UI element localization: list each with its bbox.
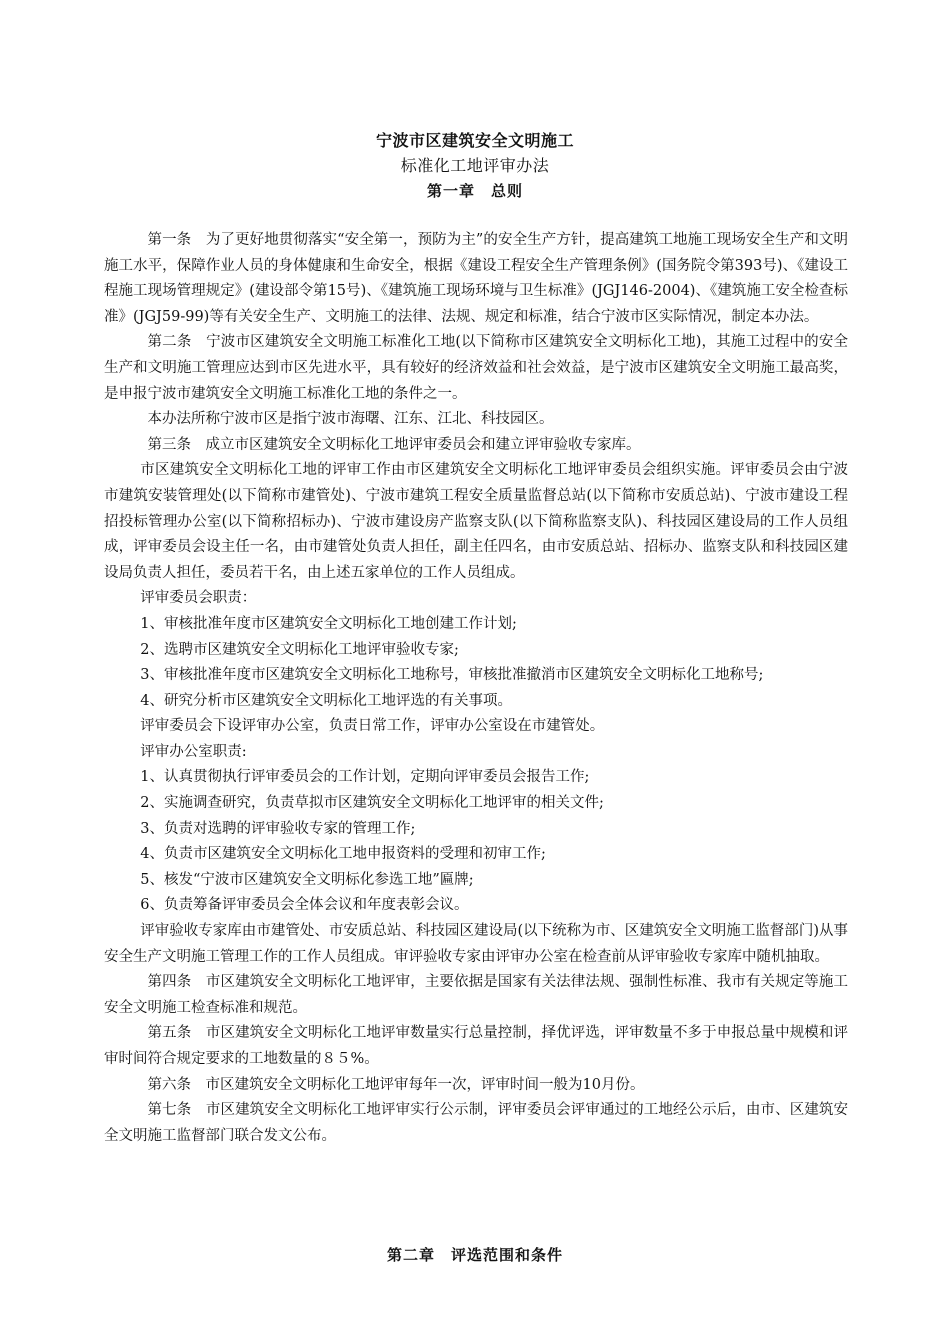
committee-paragraph: 市区建筑安全文明标化工地的评审工作由市区建筑安全文明标化工地评审委员会组织实施。评审委员会由宁波市建筑安装管理处(以下简称市建管处)、宁波市建筑工程安全质量监督总站(以下简称市安质总站)、宁波市建设工程招投标管理办公室(以下简称招标办)、宁波市建设房产监察支队(以下简称监察支队)、科技园区建设局的工作人员组成，评审委员会设主任一名，由市建管处负责人担任，副主任四名，由市安质总站、招标办、监察支队和科技园区建设局负责人担任，委员若干名，由上述五家单位的工作人员组成。	[104, 462, 848, 581]
committee-duty-1: 1、审核批准年度市区建筑安全文明标化工地创建工作计划;	[140, 615, 517, 632]
document-title-line1: 宁波市区建筑安全文明施工	[375, 131, 574, 150]
article-1: 第一条 为了更好地贯彻落实“安全第一，预防为主”的安全生产方针，提高建筑工地施工现场安全生产和文明施工水平，保障作业人员的身体健康和生命安全，根据《建设工程安全生产管理条例》(国务院令第393号)、《建设工程施工现场管理规定》(建设部令第15号)、《建筑施工现场环境与卫生标准》(JGJ146-2004)、《建筑施工安全检查标准》(JGJ59-99)等有关安全生产、文明施工的法律、法规、规定和标准，结合宁波市区实际情况，制定本办法。	[104, 232, 848, 325]
chapter-two-heading: 第二章 评选范围和条件	[386, 1246, 563, 1264]
article-5: 第五条 市区建筑安全文明标化工地评审数量实行总量控制，择优评选，评审数量不多于申报总量中规模和评审时间符合规定要求的工地数量的８５%。	[104, 1025, 848, 1067]
committee-duty-2: 2、选聘市区建筑安全文明标化工地评审验收专家;	[140, 641, 459, 658]
article-4: 第四条 市区建筑安全文明标化工地评审，主要依据是国家有关法律法规、强制性标准、我市有关规定等施工安全文明施工检查标准和规范。	[104, 974, 848, 1016]
office-duty-5: 5、核发“宁波市区建筑安全文明标化参选工地”匾牌;	[140, 871, 474, 888]
committee-duty-4: 4、研究分析市区建筑安全文明标化工地评选的有关事项。	[140, 692, 512, 709]
office-duty-6: 6、负责筹备评审委员会全体会议和年度表彰会议。	[140, 897, 469, 914]
article-6: 第六条 市区建筑安全文明标化工地评审每年一次，评审时间一般为10月份。	[147, 1076, 645, 1093]
scope-note: 本办法所称宁波市区是指宁波市海曙、江东、江北、科技园区。	[147, 411, 554, 428]
title-block	[0, 128, 950, 204]
committee-duty-3: 3、审核批准年度市区建筑安全文明标化工地称号，审核批准撤消市区建筑安全文明标化工地称号;	[140, 667, 764, 684]
document-title-line2: 标准化工地评审办法	[400, 156, 550, 175]
expert-pool-paragraph: 评审验收专家库由市建管处、市安质总站、科技园区建设局(以下统称为市、区建筑安全文明施工监督部门)从事安全生产文明施工管理工作的工作人员组成。审评验收专家由评审办公室在检查前从评审验收专家库中随机抽取。	[104, 923, 848, 965]
article-3: 第三条 成立市区建筑安全文明标化工地评审委员会和建立评审验收专家库。	[147, 436, 641, 453]
office-duty-1: 1、认真贯彻执行评审委员会的工作计划，定期向评审委员会报告工作;	[140, 769, 590, 786]
chapter-one-heading: 第一章 总则	[426, 182, 523, 200]
office-paragraph: 评审委员会下设评审办公室，负责日常工作，评审办公室设在市建管处。	[140, 718, 605, 735]
committee-duties-heading: 评审委员会职责：	[140, 590, 257, 607]
article-2: 第二条 宁波市区建筑安全文明施工标准化工地(以下简称市区建筑安全文明标化工地)，其施工过程中的安全生产和文明施工管理应达到市区先进水平，具有较好的经济效益和社会效益，是宁波市区建筑安全文明施工最高奖，是申报宁波市建筑安全文明施工标准化工地的条件之一。	[104, 334, 848, 402]
office-duties-heading: 评审办公室职责:	[140, 743, 247, 760]
article-7: 第七条 市区建筑安全文明标化工地评审实行公示制，评审委员会评审通过的工地经公示后，由市、区建筑安全文明施工监督部门联合发文公布。	[104, 1102, 848, 1144]
document-body	[104, 228, 848, 1149]
office-duty-2: 2、实施调查研究，负责草拟市区建筑安全文明标化工地评审的相关文件;	[140, 795, 604, 812]
office-duty-3: 3、负责对选聘的评审验收专家的管理工作;	[140, 820, 416, 837]
office-duty-4: 4、负责市区建筑安全文明标化工地申报资料的受理和初审工作;	[140, 846, 546, 863]
